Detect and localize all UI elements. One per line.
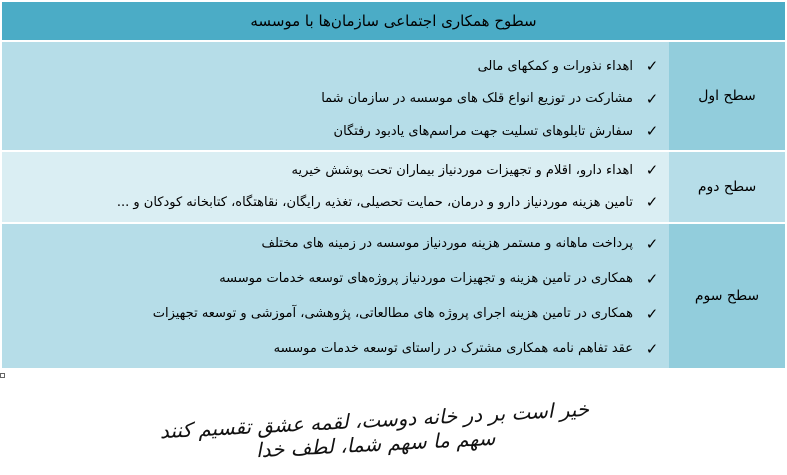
list-item-text: پرداخت ماهانه و مستمر هزینه موردنیاز موسسه در زمینه های مختلف <box>261 236 633 251</box>
checkmark-icon: ✓ <box>645 161 659 179</box>
list-item-text: همکاری در تامین هزینه اجرای پروژه های مطالعاتی، پژوهشی، آموزشی و توسعه تجهیزات <box>152 306 633 321</box>
table-title-row <box>2 2 785 42</box>
list-item <box>2 261 661 296</box>
list-item <box>2 50 661 82</box>
level-row-3 <box>2 224 785 368</box>
level-items-2 <box>2 152 669 222</box>
list-item <box>2 186 661 218</box>
level-row-2 <box>2 152 785 224</box>
level-label-3 <box>669 224 785 368</box>
list-item-text: اهداء نذورات و کمکهای مالی <box>477 58 633 74</box>
level-label-text: سطح سوم <box>694 288 760 304</box>
list-item-text: سفارش تابلوهای تسلیت جهت مراسم‌های یادبود رفتگان <box>333 123 633 139</box>
list-item-text: اهداء دارو، اقلام و تجهیزات موردنیاز بیماران تحت پوشش خیریه <box>291 162 633 178</box>
list-item-text: همکاری در تامین هزینه و تجهیزات موردنیاز پروژه‌های توسعه خدمات موسسه <box>219 271 633 286</box>
table-title: سطوح همکاری اجتماعی سازمان‌ها با موسسه <box>250 12 537 30</box>
level-label-2 <box>669 152 785 222</box>
list-item-text: عقد تفاهم نامه همکاری مشترک در راستای توسعه خدمات موسسه <box>273 341 633 356</box>
checkmark-icon: ✓ <box>645 122 659 140</box>
cooperation-levels-table <box>2 2 785 368</box>
list-item <box>2 82 661 115</box>
level-label-text: سطح اول <box>698 88 756 104</box>
level-row-1 <box>2 42 785 152</box>
level-items-1 <box>2 42 669 150</box>
checkmark-icon: ✓ <box>645 304 659 323</box>
level-label-text: سطح دوم <box>697 179 757 195</box>
list-item-text: مشارکت در توزیع انواع قلک های موسسه در سازمان شما <box>321 91 633 106</box>
checkmark-icon: ✓ <box>645 57 659 75</box>
level-items-3 <box>2 224 669 368</box>
checkmark-icon: ✓ <box>645 339 659 358</box>
checkmark-icon: ✓ <box>645 89 659 108</box>
list-item <box>2 226 661 261</box>
level-label-1 <box>669 42 785 150</box>
resize-handle <box>0 373 5 378</box>
checkmark-icon: ✓ <box>645 269 659 288</box>
list-item <box>2 331 661 366</box>
list-item <box>2 154 661 186</box>
list-item <box>2 115 661 147</box>
signature-text: خیر است بر در خانه دوست، لقمه عشق تقسیم کنند سهم ما سهم شما، لطف خدا <box>159 396 590 463</box>
checkmark-icon: ✓ <box>645 193 659 211</box>
list-item <box>2 296 661 331</box>
calligraphy-signature <box>149 396 601 467</box>
list-item-text: تامین هزینه موردنیاز دارو و درمان، حمایت تحصیلی، تغذیه رایگان، نقاهتگاه، کتابخانه کودکان و ... <box>116 194 633 210</box>
checkmark-icon: ✓ <box>645 234 659 253</box>
